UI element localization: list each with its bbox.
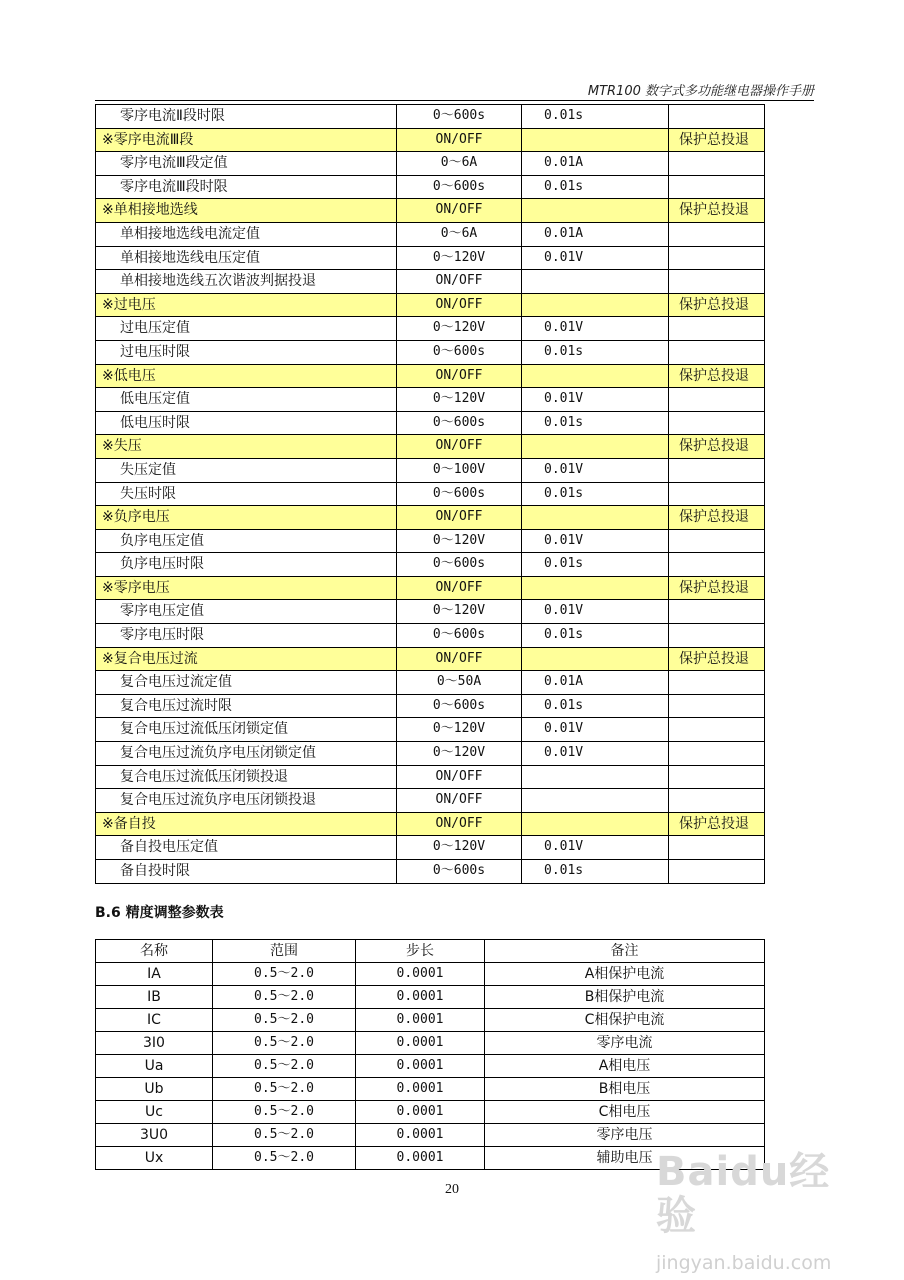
setting-note-cell <box>669 388 765 412</box>
param-note-cell: C相保护电流 <box>485 1009 765 1032</box>
setting-step-cell <box>522 812 669 836</box>
setting-name-cell: 备自投时限 <box>96 860 397 884</box>
setting-step-cell: 0.01s <box>522 340 669 364</box>
setting-step-cell <box>522 647 669 671</box>
setting-name-cell: 失压时限 <box>96 482 397 506</box>
settings-row <box>96 553 765 577</box>
settings-row <box>96 340 765 364</box>
precision-row <box>96 1009 765 1032</box>
param-range-cell: 0.5～2.0 <box>213 963 356 986</box>
param-range-cell: 0.5～2.0 <box>213 986 356 1009</box>
setting-range-cell: 0～120V <box>397 600 522 624</box>
setting-name-cell: ※过电压 <box>96 293 397 317</box>
param-step-cell: 0.0001 <box>356 986 485 1009</box>
setting-step-cell: 0.01V <box>522 836 669 860</box>
setting-step-cell <box>522 293 669 317</box>
setting-range-cell: 0～600s <box>397 860 522 884</box>
settings-row <box>96 364 765 388</box>
setting-step-cell <box>522 270 669 294</box>
param-range-cell: 0.5～2.0 <box>213 1147 356 1170</box>
header-rule <box>95 100 814 101</box>
setting-step-cell: 0.01s <box>522 105 669 129</box>
setting-name-cell: ※备自投 <box>96 812 397 836</box>
setting-step-cell: 0.01s <box>522 860 669 884</box>
settings-row <box>96 222 765 246</box>
param-step-cell: 0.0001 <box>356 1055 485 1078</box>
setting-name-cell: ※低电压 <box>96 364 397 388</box>
setting-range-cell: ON/OFF <box>397 128 522 152</box>
setting-step-cell <box>522 506 669 530</box>
setting-name-cell: 复合电压过流负序电压闭锁定值 <box>96 742 397 766</box>
setting-range-cell: ON/OFF <box>397 293 522 317</box>
settings-row <box>96 812 765 836</box>
precision-row <box>96 1078 765 1101</box>
param-note-cell: 辅助电压 <box>485 1147 765 1170</box>
setting-note-cell <box>669 105 765 129</box>
setting-note-cell <box>669 529 765 553</box>
setting-name-cell: ※负序电压 <box>96 506 397 530</box>
setting-name-cell: 零序电流Ⅱ段时限 <box>96 105 397 129</box>
settings-row <box>96 105 765 129</box>
param-name-cell: 3I0 <box>96 1032 213 1055</box>
setting-name-cell: 复合电压过流定值 <box>96 671 397 695</box>
settings-row <box>96 175 765 199</box>
precision-header-row <box>96 940 765 963</box>
setting-step-cell: 0.01s <box>522 411 669 435</box>
setting-range-cell: 0～600s <box>397 105 522 129</box>
settings-row <box>96 506 765 530</box>
setting-range-cell: 0～100V <box>397 458 522 482</box>
setting-name-cell: ※复合电压过流 <box>96 647 397 671</box>
setting-name-cell: 复合电压过流时限 <box>96 694 397 718</box>
setting-step-cell <box>522 789 669 813</box>
watermark-url: jingyan.baidu.com <box>656 1252 832 1274</box>
setting-range-cell: ON/OFF <box>397 812 522 836</box>
setting-name-cell: 零序电流Ⅲ段时限 <box>96 175 397 199</box>
settings-row <box>96 789 765 813</box>
setting-note-cell <box>669 152 765 176</box>
header-cell-step: 步长 <box>356 940 485 963</box>
setting-name-cell: 单相接地选线电流定值 <box>96 222 397 246</box>
settings-row <box>96 388 765 412</box>
setting-step-cell: 0.01V <box>522 317 669 341</box>
param-name-cell: IC <box>96 1009 213 1032</box>
param-note-cell: 零序电流 <box>485 1032 765 1055</box>
setting-step-cell <box>522 128 669 152</box>
setting-note-cell <box>669 317 765 341</box>
setting-step-cell: 0.01s <box>522 624 669 648</box>
settings-row <box>96 647 765 671</box>
setting-step-cell: 0.01V <box>522 600 669 624</box>
param-step-cell: 0.0001 <box>356 1147 485 1170</box>
setting-range-cell: 0～600s <box>397 694 522 718</box>
settings-row <box>96 293 765 317</box>
setting-note-cell: 保护总投退 <box>669 293 765 317</box>
settings-table-body <box>96 105 765 884</box>
settings-row <box>96 765 765 789</box>
setting-range-cell: ON/OFF <box>397 647 522 671</box>
setting-step-cell: 0.01V <box>522 458 669 482</box>
setting-name-cell: 单相接地选线五次谐波判据投退 <box>96 270 397 294</box>
setting-note-cell <box>669 765 765 789</box>
param-name-cell: IB <box>96 986 213 1009</box>
setting-name-cell: 零序电压定值 <box>96 600 397 624</box>
param-name-cell: Ua <box>96 1055 213 1078</box>
settings-row <box>96 836 765 860</box>
setting-name-cell: 低电压定值 <box>96 388 397 412</box>
param-note-cell: A相保护电流 <box>485 963 765 986</box>
setting-range-cell: 0～120V <box>397 529 522 553</box>
settings-row <box>96 482 765 506</box>
setting-step-cell: 0.01A <box>522 222 669 246</box>
settings-row <box>96 435 765 459</box>
param-range-cell: 0.5～2.0 <box>213 1009 356 1032</box>
precision-row <box>96 963 765 986</box>
setting-range-cell: ON/OFF <box>397 576 522 600</box>
header-cell-name: 名称 <box>96 940 213 963</box>
setting-range-cell: 0～600s <box>397 340 522 364</box>
settings-row <box>96 529 765 553</box>
setting-name-cell: 过电压定值 <box>96 317 397 341</box>
setting-range-cell: ON/OFF <box>397 435 522 459</box>
setting-name-cell: 低电压时限 <box>96 411 397 435</box>
setting-note-cell <box>669 694 765 718</box>
setting-note-cell <box>669 624 765 648</box>
param-note-cell: B相电压 <box>485 1078 765 1101</box>
setting-step-cell: 0.01A <box>522 152 669 176</box>
setting-note-cell <box>669 222 765 246</box>
settings-row <box>96 624 765 648</box>
setting-range-cell: ON/OFF <box>397 364 522 388</box>
param-range-cell: 0.5～2.0 <box>213 1032 356 1055</box>
precision-row <box>96 1124 765 1147</box>
setting-step-cell <box>522 765 669 789</box>
setting-name-cell: 复合电压过流负序电压闭锁投退 <box>96 789 397 813</box>
setting-range-cell: 0～600s <box>397 482 522 506</box>
setting-range-cell: 0～50A <box>397 671 522 695</box>
setting-step-cell: 0.01s <box>522 482 669 506</box>
precision-row <box>96 1101 765 1124</box>
param-name-cell: Ux <box>96 1147 213 1170</box>
setting-step-cell: 0.01V <box>522 718 669 742</box>
setting-note-cell: 保护总投退 <box>669 812 765 836</box>
precision-table-body <box>96 963 765 1170</box>
param-step-cell: 0.0001 <box>356 1101 485 1124</box>
setting-name-cell: 单相接地选线电压定值 <box>96 246 397 270</box>
param-name-cell: 3U0 <box>96 1124 213 1147</box>
setting-note-cell <box>669 742 765 766</box>
setting-name-cell: 过电压时限 <box>96 340 397 364</box>
precision-row <box>96 1032 765 1055</box>
setting-range-cell: ON/OFF <box>397 506 522 530</box>
settings-row <box>96 671 765 695</box>
setting-note-cell <box>669 553 765 577</box>
setting-range-cell: 0～120V <box>397 246 522 270</box>
setting-note-cell: 保护总投退 <box>669 199 765 223</box>
param-note-cell: A相电压 <box>485 1055 765 1078</box>
setting-note-cell <box>669 718 765 742</box>
setting-name-cell: 复合电压过流低压闭锁投退 <box>96 765 397 789</box>
param-range-cell: 0.5～2.0 <box>213 1055 356 1078</box>
setting-name-cell: 备自投电压定值 <box>96 836 397 860</box>
setting-note-cell <box>669 482 765 506</box>
section-title-b6: B.6 精度调整参数表 <box>95 905 224 921</box>
setting-name-cell: ※失压 <box>96 435 397 459</box>
setting-note-cell: 保护总投退 <box>669 128 765 152</box>
setting-range-cell: 0～120V <box>397 718 522 742</box>
setting-range-cell: ON/OFF <box>397 789 522 813</box>
setting-note-cell: 保护总投退 <box>669 506 765 530</box>
param-name-cell: Ub <box>96 1078 213 1101</box>
header-cell-range: 范围 <box>213 940 356 963</box>
setting-range-cell: ON/OFF <box>397 199 522 223</box>
settings-row <box>96 317 765 341</box>
page-number: 20 <box>445 1182 459 1197</box>
setting-step-cell <box>522 364 669 388</box>
setting-range-cell: 0～120V <box>397 388 522 412</box>
settings-row <box>96 458 765 482</box>
setting-range-cell: 0～120V <box>397 836 522 860</box>
watermark-logo-text: Baidu经验 <box>656 1149 831 1239</box>
setting-step-cell: 0.01A <box>522 671 669 695</box>
settings-row <box>96 411 765 435</box>
setting-note-cell <box>669 789 765 813</box>
setting-note-cell <box>669 175 765 199</box>
setting-note-cell <box>669 340 765 364</box>
setting-note-cell <box>669 671 765 695</box>
setting-note-cell <box>669 246 765 270</box>
param-name-cell: IA <box>96 963 213 986</box>
setting-step-cell: 0.01s <box>522 175 669 199</box>
setting-step-cell: 0.01V <box>522 246 669 270</box>
settings-row <box>96 576 765 600</box>
setting-note-cell: 保护总投退 <box>669 647 765 671</box>
protection-settings-table <box>95 104 765 884</box>
setting-note-cell <box>669 411 765 435</box>
setting-range-cell: ON/OFF <box>397 270 522 294</box>
param-range-cell: 0.5～2.0 <box>213 1101 356 1124</box>
settings-row <box>96 600 765 624</box>
setting-step-cell: 0.01s <box>522 694 669 718</box>
setting-range-cell: 0～120V <box>397 317 522 341</box>
settings-row <box>96 199 765 223</box>
setting-range-cell: 0～600s <box>397 553 522 577</box>
settings-row <box>96 860 765 884</box>
baidu-jingyan-watermark <box>656 1149 846 1274</box>
setting-note-cell: 保护总投退 <box>669 364 765 388</box>
settings-row <box>96 718 765 742</box>
setting-range-cell: 0～6A <box>397 152 522 176</box>
setting-note-cell <box>669 270 765 294</box>
settings-row <box>96 270 765 294</box>
setting-range-cell: ON/OFF <box>397 765 522 789</box>
param-step-cell: 0.0001 <box>356 1032 485 1055</box>
param-name-cell: Uc <box>96 1101 213 1124</box>
setting-name-cell: 零序电流Ⅲ段定值 <box>96 152 397 176</box>
setting-range-cell: 0～600s <box>397 411 522 435</box>
setting-note-cell <box>669 860 765 884</box>
setting-name-cell: ※零序电流Ⅲ段 <box>96 128 397 152</box>
setting-step-cell <box>522 199 669 223</box>
setting-range-cell: 0～120V <box>397 742 522 766</box>
setting-name-cell: 负序电压时限 <box>96 553 397 577</box>
param-step-cell: 0.0001 <box>356 1124 485 1147</box>
setting-range-cell: 0～600s <box>397 175 522 199</box>
setting-note-cell <box>669 458 765 482</box>
settings-row <box>96 246 765 270</box>
setting-note-cell <box>669 836 765 860</box>
setting-name-cell: 零序电压时限 <box>96 624 397 648</box>
setting-note-cell: 保护总投退 <box>669 435 765 459</box>
setting-range-cell: 0～600s <box>397 624 522 648</box>
setting-step-cell: 0.01V <box>522 529 669 553</box>
header-cell-note: 备注 <box>485 940 765 963</box>
precision-row <box>96 1055 765 1078</box>
setting-step-cell <box>522 435 669 459</box>
settings-row <box>96 742 765 766</box>
setting-name-cell: ※零序电压 <box>96 576 397 600</box>
setting-step-cell: 0.01V <box>522 388 669 412</box>
param-note-cell: C相电压 <box>485 1101 765 1124</box>
setting-note-cell <box>669 600 765 624</box>
setting-step-cell <box>522 576 669 600</box>
param-step-cell: 0.0001 <box>356 1009 485 1032</box>
param-range-cell: 0.5～2.0 <box>213 1078 356 1101</box>
param-step-cell: 0.0001 <box>356 1078 485 1101</box>
param-note-cell: 零序电压 <box>485 1124 765 1147</box>
param-note-cell: B相保护电流 <box>485 986 765 1009</box>
settings-row <box>96 152 765 176</box>
setting-step-cell: 0.01V <box>522 742 669 766</box>
setting-name-cell: 负序电压定值 <box>96 529 397 553</box>
document-header-title: MTR100 数字式多功能继电器操作手册 <box>587 84 814 99</box>
setting-name-cell: ※单相接地选线 <box>96 199 397 223</box>
setting-note-cell: 保护总投退 <box>669 576 765 600</box>
setting-range-cell: 0～6A <box>397 222 522 246</box>
setting-name-cell: 失压定值 <box>96 458 397 482</box>
setting-step-cell: 0.01s <box>522 553 669 577</box>
param-range-cell: 0.5～2.0 <box>213 1124 356 1147</box>
param-step-cell: 0.0001 <box>356 963 485 986</box>
setting-name-cell: 复合电压过流低压闭锁定值 <box>96 718 397 742</box>
settings-row <box>96 128 765 152</box>
settings-row <box>96 694 765 718</box>
precision-row <box>96 986 765 1009</box>
precision-adjustment-table <box>95 939 765 1170</box>
